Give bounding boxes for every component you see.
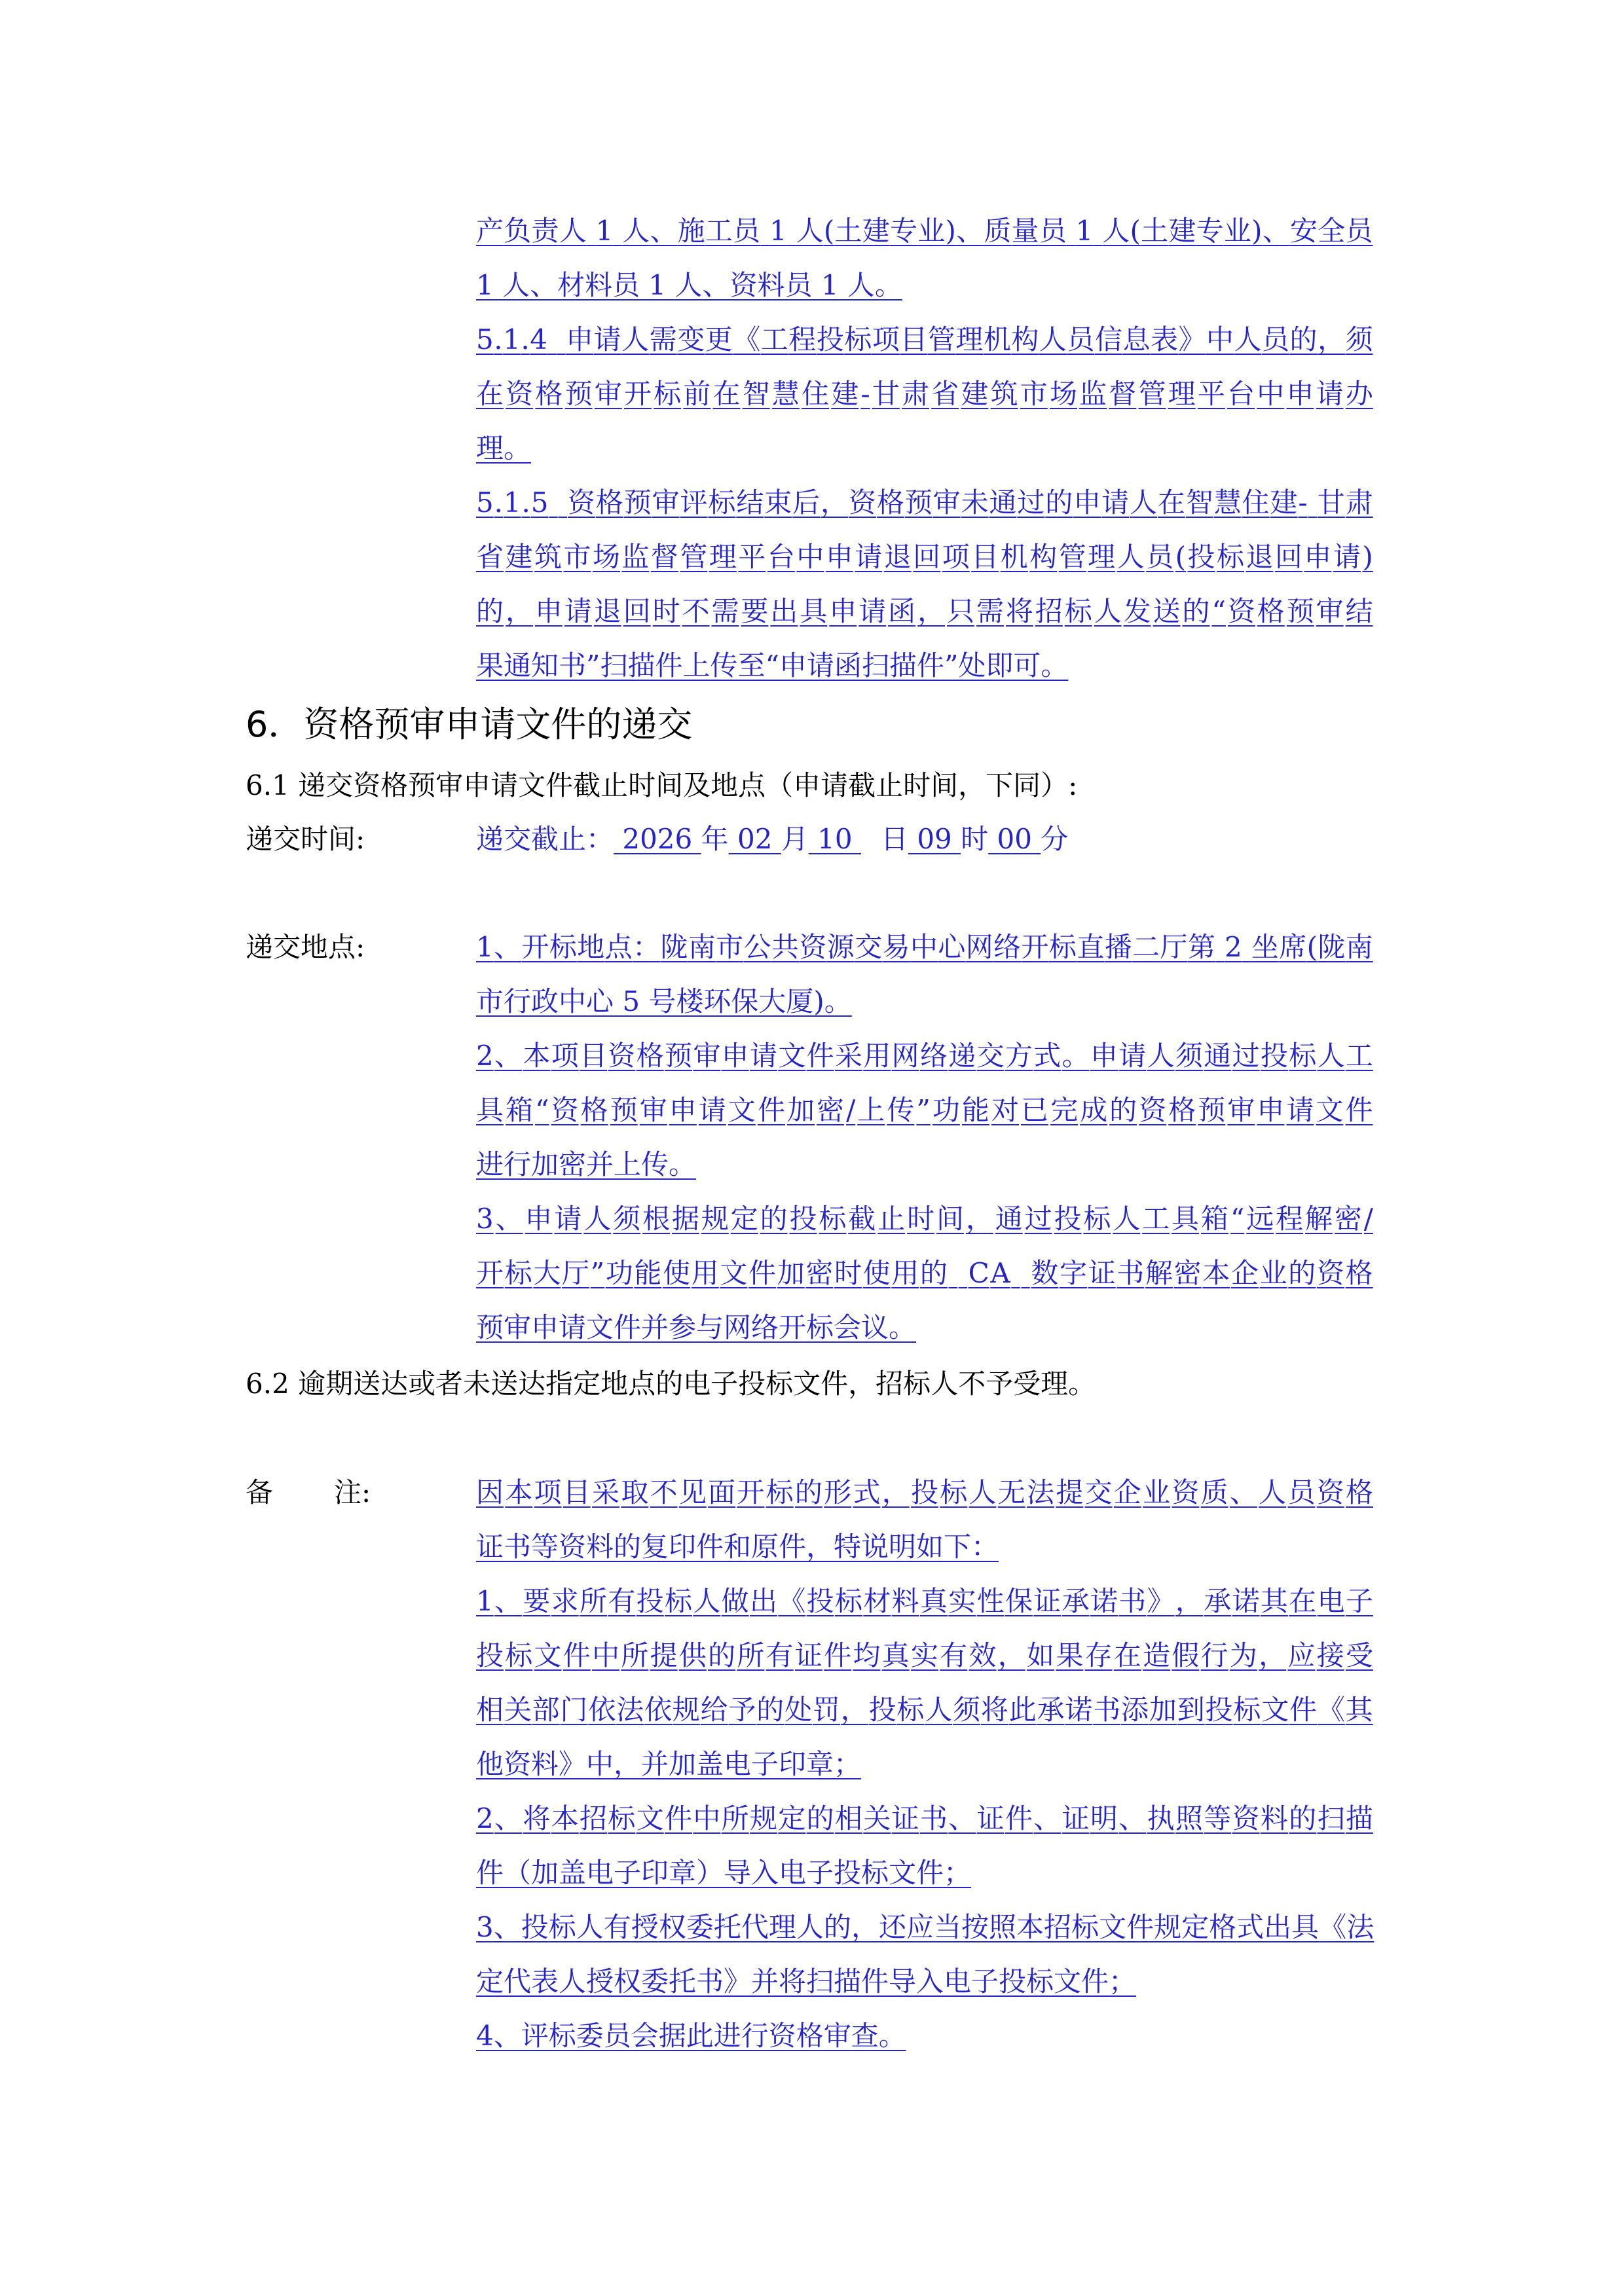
deadline-day-unit: 日 xyxy=(880,823,908,855)
submission-place-content xyxy=(476,920,1373,1355)
deadline-day: 10 xyxy=(808,823,861,855)
notes-content xyxy=(476,1465,1373,2063)
place-item-1-line-2: 市行政中心 5 号楼环保大厦)。 xyxy=(476,985,852,1017)
place-item-2-line-2: 具 箱 “ 资 格 预 审 申 请 文 件 加 密 / 上 传 ” 功 能 对 已 完 成 的 资 格 预 审 申 请 文 件 xyxy=(476,1094,1373,1126)
deadline-minute: 00 xyxy=(988,823,1041,855)
note-1-line-1: 1 、 要 求 所 有 投 标 人 做 出 《 投 标 材 料 真 实 性 保 证 承 诺 书 》 ， 承 诺 其 在 电 子 xyxy=(476,1585,1373,1617)
submission-time-label: 递交时间: xyxy=(246,823,365,855)
deadline-month: 02 xyxy=(728,823,781,855)
deadline-hour: 09 xyxy=(908,823,961,855)
note-3-line-2: 定代表人授权委托书》并将扫描件导入电子投标文件； xyxy=(476,1965,1137,1997)
clause-6-1: 6.1 递交资格预审申请文件截止时间及地点（申请截止时间，下同）: xyxy=(246,769,1078,801)
notes-label-a: 备 xyxy=(246,1476,274,1508)
notes-intro-line-1: 因 本 项 目 采 取 不 见 面 开 标 的 形 式 ， 投 标 人 无 法 提 交 企 业 资 质 、 人 员 资 格 xyxy=(476,1476,1373,1508)
notes-intro-line-2: 证书等资料的复印件和原件，特说明如下： xyxy=(476,1531,999,1563)
clause-6-2: 6.2 逾期送达或者未送达指定地点的电子投标文件，招标人不予受理。 xyxy=(246,1368,1096,1400)
deadline-minute-unit: 分 xyxy=(1041,823,1069,855)
deadline-hour-unit: 时 xyxy=(961,823,989,855)
section-6-heading: 6．资格预审申请文件的递交 xyxy=(246,704,693,745)
item-5-1-4-line-2: 在 资 格 预 审 开 标 前 在 智 慧 住 建 - 甘 肃 省 建 筑 市 场 监 督 管 理 平 台 中 申 请 办 xyxy=(476,378,1373,410)
item-5-1-5-line-4: 果通知书”扫描件上传至“申请函扫描件”处即可。 xyxy=(476,649,1069,682)
note-2-line-2: 件（加盖电子印章）导入电子投标文件； xyxy=(476,1857,972,1889)
note-3-line-1: 3 、 投 标 人 有 授 权 委 托 代 理 人 的 ， 还 应 当 按 照 本 招 标 文 件 规 定 格 式 出 具 《 法 xyxy=(476,1911,1375,1943)
place-item-2-line-1: 2 、 本 项 目 资 格 预 审 申 请 文 件 采 用 网 络 递 交 方 式 。 申 请 人 须 通 过 投 标 人 工 xyxy=(476,1040,1373,1072)
place-item-3-line-1: 3 、 申 请 人 须 根 据 规 定 的 投 标 截 止 时 间 ， 通 过 投 标 人 工 具 箱 “ 远 程 解 密 / xyxy=(476,1203,1373,1235)
item-5-1-4-line-3: 理。 xyxy=(476,432,532,464)
submission-deadline xyxy=(476,812,1068,866)
note-1-line-3: 相 关 部 门 依 法 依 规 给 予 的 处 罚 ， 投 标 人 须 将 此 承 诺 书 添 加 到 投 标 文 件 《 其 xyxy=(476,1694,1373,1726)
submission-place-label: 递交地点: xyxy=(246,931,365,963)
note-1-line-2: 投 标 文 件 中 所 提 供 的 所 有 证 件 均 真 实 有 效 ， 如 果 存 在 造 假 行 为 ， 应 接 受 xyxy=(476,1639,1373,1671)
place-item-2-line-3: 进行加密并上传。 xyxy=(476,1148,697,1180)
note-1-line-4: 他资料》中，并加盖电子印章； xyxy=(476,1748,862,1780)
note-4-line-1: 4、评标委员会据此进行资格审查。 xyxy=(476,2020,906,2052)
staff-line-2: 1 人、材料员 1 人、资料员 1 人。 xyxy=(476,269,902,301)
place-item-1-line-1: 1 、 开 标 地 点 ： 陇 南 市 公 共 资 源 交 易 中 心 网 络 开 标 直 播 二 厅 第 2 坐 席 ( 陇 南 xyxy=(476,931,1373,963)
item-5-1-5-line-1: 5 . 1 . 5 资 格 预 审 评 标 结 束 后 ， 资 格 预 审 未 通 过 的 申 请 人 在 智 慧 住 建 - 甘 肃 xyxy=(476,486,1373,519)
notes-label-b: 注: xyxy=(334,1476,371,1508)
deadline-month-unit: 月 xyxy=(781,823,809,855)
item-5-1-5-line-3: 的 ， 申 请 退 回 时 不 需 要 出 具 申 请 函 ， 只 需 将 招 标 人 发 送 的 “ 资 格 预 审 结 xyxy=(476,595,1373,627)
staff-line-1: 产 负 责 人 1 人 、 施 工 员 1 人 ( 土 建 专 业 ) 、 质 量 员 1 人 ( 土 建 专 业 ) 、 安 全 员 xyxy=(476,215,1373,247)
place-item-3-line-2: 开 标 大 厅 ” 功 能 使 用 文 件 加 密 时 使 用 的 C A 数 字 证 书 解 密 本 企 业 的 资 格 xyxy=(476,1257,1373,1289)
deadline-year: 2026 xyxy=(614,823,701,855)
item-5-1-5-line-2: 省 建 筑 市 场 监 督 管 理 平 台 中 申 请 退 回 项 目 机 构 管 理 人 员 ( 投 标 退 回 申 请 ) xyxy=(476,541,1373,573)
note-2-line-1: 2 、 将 本 招 标 文 件 中 所 规 定 的 相 关 证 书 、 证 件 、 证 明 、 执 照 等 资 料 的 扫 描 xyxy=(476,1802,1373,1834)
place-item-3-line-3: 预审申请文件并参与网络开标会议。 xyxy=(476,1311,917,1343)
item-5-1-4-line-1: 5 . 1 . 4 申 请 人 需 变 更 《 工 程 投 标 项 目 管 理 机 构 人 员 信 息 表 》 中 人 员 的 ， 须 xyxy=(476,323,1373,355)
deadline-year-unit: 年 xyxy=(701,823,729,855)
deadline-prefix: 递交截止： xyxy=(476,823,614,855)
section5-continuation xyxy=(476,204,1373,693)
